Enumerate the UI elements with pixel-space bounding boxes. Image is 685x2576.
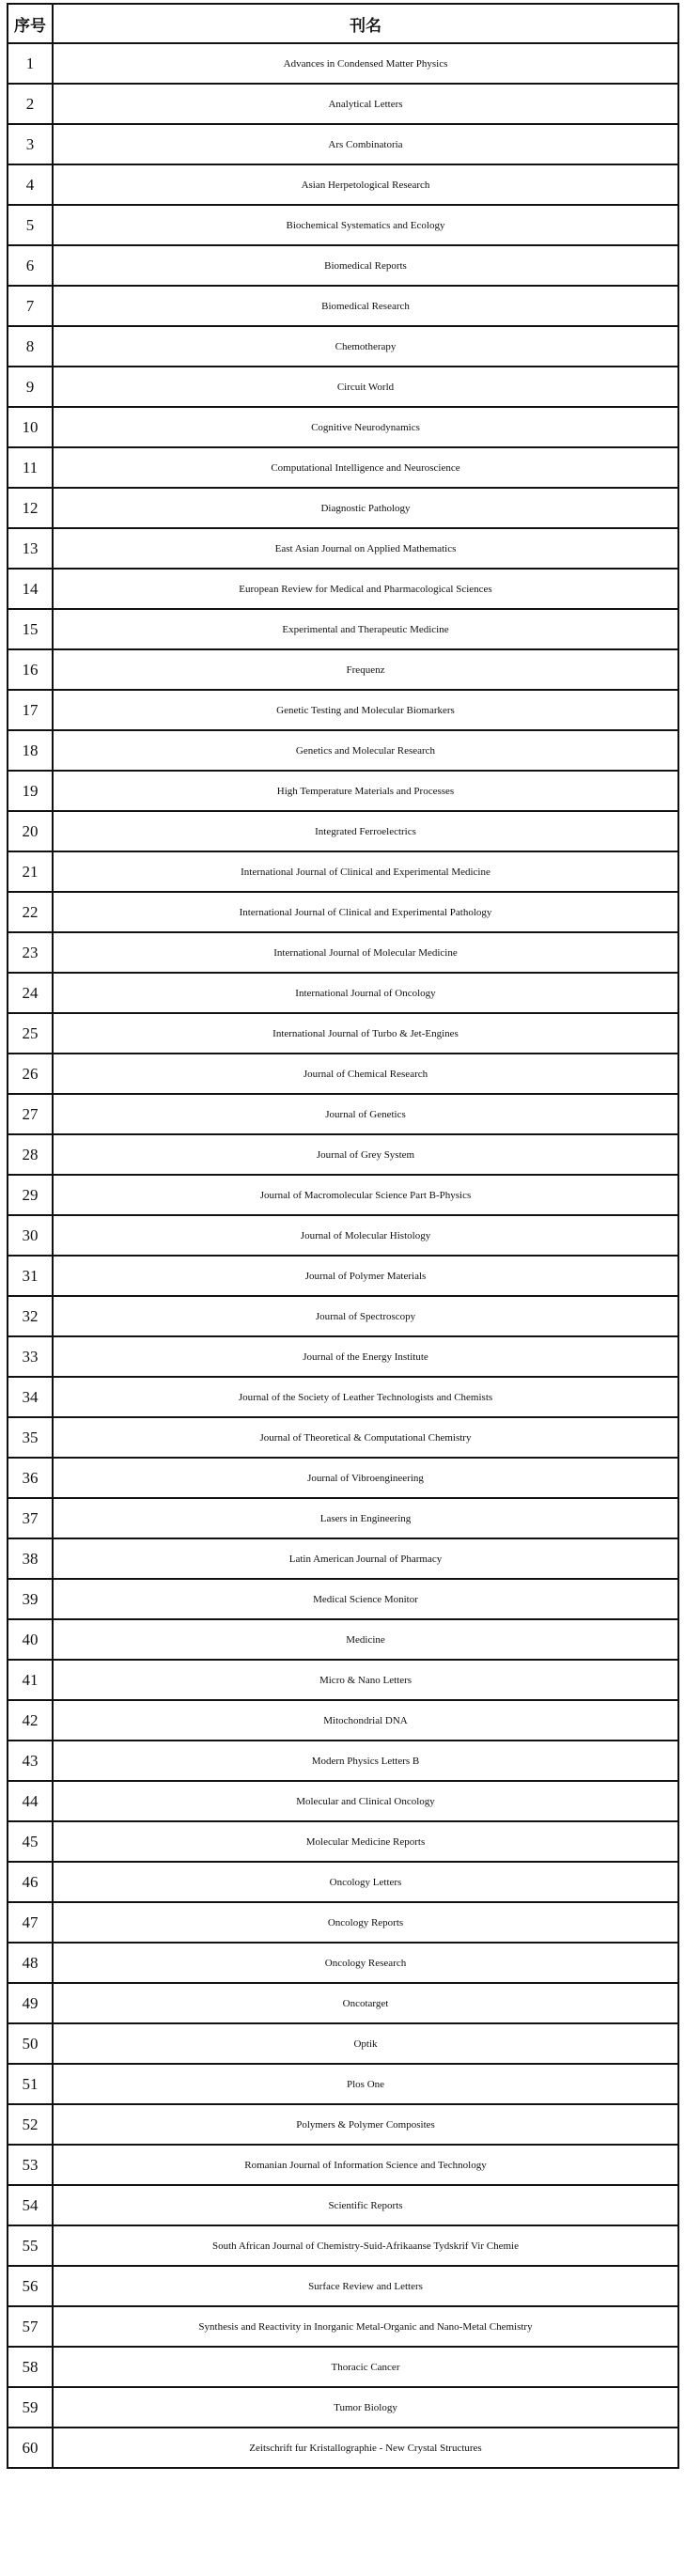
row-index: 26 [8, 1054, 53, 1094]
table-row [8, 2104, 678, 2145]
row-index: 42 [8, 1700, 53, 1741]
journal-list-sheet [7, 3, 677, 2469]
journal-name: Optik [53, 2023, 678, 2064]
table-row [8, 1538, 678, 1579]
table-row [8, 690, 678, 730]
table-row [8, 2387, 678, 2428]
row-index: 45 [8, 1821, 53, 1862]
row-index: 2 [8, 84, 53, 124]
journal-name: East Asian Journal on Applied Mathematics [53, 528, 678, 569]
table-row [8, 1013, 678, 1054]
row-index: 39 [8, 1579, 53, 1619]
row-index: 5 [8, 205, 53, 245]
journal-name: Biomedical Research [53, 286, 678, 326]
journal-name: Tumor Biology [53, 2387, 678, 2428]
journal-name: International Journal of Clinical and Experimental Pathology [53, 892, 678, 932]
table-row [8, 1781, 678, 1821]
row-index: 30 [8, 1215, 53, 1256]
journal-name: Journal of Molecular Histology [53, 1215, 678, 1256]
row-index: 18 [8, 730, 53, 771]
table-row [8, 649, 678, 690]
journal-name: Journal of Genetics [53, 1094, 678, 1134]
row-index: 48 [8, 1943, 53, 1983]
journal-name: Romanian Journal of Information Science and Technology [53, 2145, 678, 2185]
row-index: 33 [8, 1336, 53, 1377]
table-row [8, 1579, 678, 1619]
table-row [8, 1660, 678, 1700]
row-index: 44 [8, 1781, 53, 1821]
journal-name: International Journal of Oncology [53, 973, 678, 1013]
table-row [8, 1619, 678, 1660]
table-row [8, 2347, 678, 2387]
table-row [8, 1741, 678, 1781]
row-index: 14 [8, 569, 53, 609]
table-row [8, 1417, 678, 1458]
table-row [8, 326, 678, 367]
row-index: 4 [8, 164, 53, 205]
table-row [8, 1498, 678, 1538]
journal-name: Journal of Polymer Materials [53, 1256, 678, 1296]
table-row [8, 124, 678, 164]
journal-name: Molecular Medicine Reports [53, 1821, 678, 1862]
row-index: 35 [8, 1417, 53, 1458]
journal-name: Molecular and Clinical Oncology [53, 1781, 678, 1821]
row-index: 43 [8, 1741, 53, 1781]
journal-name: Modern Physics Letters B [53, 1741, 678, 1781]
journal-name: Integrated Ferroelectrics [53, 811, 678, 851]
journal-name: Oncology Reports [53, 1902, 678, 1943]
row-index: 23 [8, 932, 53, 973]
table-row [8, 1943, 678, 1983]
row-index: 7 [8, 286, 53, 326]
row-index: 25 [8, 1013, 53, 1054]
table-row [8, 569, 678, 609]
journal-name: European Review for Medical and Pharmacological Sciences [53, 569, 678, 609]
journal-name: Journal of Chemical Research [53, 1054, 678, 1094]
journal-name: Experimental and Therapeutic Medicine [53, 609, 678, 649]
journal-name: Genetics and Molecular Research [53, 730, 678, 771]
table-row [8, 407, 678, 447]
table-body [8, 43, 678, 2468]
row-index: 11 [8, 447, 53, 488]
row-index: 8 [8, 326, 53, 367]
row-index: 60 [8, 2428, 53, 2468]
row-index: 55 [8, 2225, 53, 2266]
table-row [8, 1902, 678, 1943]
table-row [8, 286, 678, 326]
row-index: 15 [8, 609, 53, 649]
table-row [8, 2064, 678, 2104]
row-index: 54 [8, 2185, 53, 2225]
journal-table [7, 3, 679, 2469]
table-row [8, 771, 678, 811]
table-row [8, 245, 678, 286]
journal-name: Frequenz [53, 649, 678, 690]
journal-name: Journal of the Society of Leather Technologists and Chemists [53, 1377, 678, 1417]
table-row [8, 892, 678, 932]
journal-name: Oncotarget [53, 1983, 678, 2023]
journal-name: Journal of Macromolecular Science Part B-Physics [53, 1175, 678, 1215]
journal-name: Advances in Condensed Matter Physics [53, 43, 678, 84]
row-index: 37 [8, 1498, 53, 1538]
journal-name: Ars Combinatoria [53, 124, 678, 164]
row-index: 1 [8, 43, 53, 84]
journal-name: International Journal of Clinical and Experimental Medicine [53, 851, 678, 892]
row-index: 29 [8, 1175, 53, 1215]
row-index: 34 [8, 1377, 53, 1417]
row-index: 51 [8, 2064, 53, 2104]
journal-name: South African Journal of Chemistry-Suid-Afrikaanse Tydskrif Vir Chemie [53, 2225, 678, 2266]
table-row [8, 1862, 678, 1902]
table-row [8, 2185, 678, 2225]
journal-name: Diagnostic Pathology [53, 488, 678, 528]
table-row [8, 2306, 678, 2347]
table-row [8, 2023, 678, 2064]
table-row [8, 1296, 678, 1336]
row-index: 16 [8, 649, 53, 690]
table-row [8, 447, 678, 488]
journal-name: Plos One [53, 2064, 678, 2104]
journal-name: Journal of the Energy Institute [53, 1336, 678, 1377]
row-index: 17 [8, 690, 53, 730]
journal-name: Zeitschrift fur Kristallographie - New Crystal Structures [53, 2428, 678, 2468]
journal-name: Journal of Grey System [53, 1134, 678, 1175]
table-row [8, 1215, 678, 1256]
table-row [8, 2428, 678, 2468]
journal-name: Medicine [53, 1619, 678, 1660]
table-row [8, 488, 678, 528]
row-index: 32 [8, 1296, 53, 1336]
table-row [8, 84, 678, 124]
table-row [8, 205, 678, 245]
table-row [8, 851, 678, 892]
table-row [8, 609, 678, 649]
table-row [8, 1256, 678, 1296]
row-index: 19 [8, 771, 53, 811]
journal-name: Mitochondrial DNA [53, 1700, 678, 1741]
table-row [8, 932, 678, 973]
row-index: 12 [8, 488, 53, 528]
journal-name: Asian Herpetological Research [53, 164, 678, 205]
journal-name: Synthesis and Reactivity in Inorganic Metal-Organic and Nano-Metal Chemistry [53, 2306, 678, 2347]
table-row [8, 811, 678, 851]
row-index: 52 [8, 2104, 53, 2145]
row-index: 57 [8, 2306, 53, 2347]
table-row [8, 1094, 678, 1134]
row-index: 58 [8, 2347, 53, 2387]
journal-name: Oncology Research [53, 1943, 678, 1983]
row-index: 27 [8, 1094, 53, 1134]
journal-name: Journal of Theoretical & Computational Chemistry [53, 1417, 678, 1458]
journal-name: Cognitive Neurodynamics [53, 407, 678, 447]
journal-name: Biochemical Systematics and Ecology [53, 205, 678, 245]
journal-name: Lasers in Engineering [53, 1498, 678, 1538]
row-index: 47 [8, 1902, 53, 1943]
row-index: 49 [8, 1983, 53, 2023]
table-row [8, 43, 678, 84]
row-index: 6 [8, 245, 53, 286]
journal-name: High Temperature Materials and Processes [53, 771, 678, 811]
row-index: 38 [8, 1538, 53, 1579]
row-index: 9 [8, 367, 53, 407]
journal-name: Journal of Vibroengineering [53, 1458, 678, 1498]
row-index: 56 [8, 2266, 53, 2306]
table-row [8, 2266, 678, 2306]
row-index: 20 [8, 811, 53, 851]
table-row [8, 1377, 678, 1417]
header-journal: 刊名 [53, 4, 678, 43]
table-row [8, 1821, 678, 1862]
journal-name: Genetic Testing and Molecular Biomarkers [53, 690, 678, 730]
table-row [8, 528, 678, 569]
table-row [8, 2225, 678, 2266]
row-index: 10 [8, 407, 53, 447]
row-index: 22 [8, 892, 53, 932]
journal-name: Circuit World [53, 367, 678, 407]
table-row [8, 367, 678, 407]
row-index: 40 [8, 1619, 53, 1660]
table-row [8, 164, 678, 205]
journal-name: Biomedical Reports [53, 245, 678, 286]
row-index: 24 [8, 973, 53, 1013]
header-index: 序号 [8, 4, 53, 43]
table-row [8, 1054, 678, 1094]
journal-name: Analytical Letters [53, 84, 678, 124]
journal-name: International Journal of Molecular Medicine [53, 932, 678, 973]
journal-name: Journal of Spectroscopy [53, 1296, 678, 1336]
journal-name: Micro & Nano Letters [53, 1660, 678, 1700]
row-index: 13 [8, 528, 53, 569]
row-index: 36 [8, 1458, 53, 1498]
row-index: 28 [8, 1134, 53, 1175]
journal-name: International Journal of Turbo & Jet-Engines [53, 1013, 678, 1054]
journal-name: Latin American Journal of Pharmacy [53, 1538, 678, 1579]
journal-name: Surface Review and Letters [53, 2266, 678, 2306]
journal-name: Chemotherapy [53, 326, 678, 367]
row-index: 46 [8, 1862, 53, 1902]
header-row [8, 4, 678, 43]
table-row [8, 1175, 678, 1215]
table-row [8, 2145, 678, 2185]
row-index: 41 [8, 1660, 53, 1700]
journal-name: Thoracic Cancer [53, 2347, 678, 2387]
table-row [8, 973, 678, 1013]
journal-name: Medical Science Monitor [53, 1579, 678, 1619]
journal-name: Oncology Letters [53, 1862, 678, 1902]
table-row [8, 730, 678, 771]
row-index: 59 [8, 2387, 53, 2428]
journal-name: Polymers & Polymer Composites [53, 2104, 678, 2145]
row-index: 31 [8, 1256, 53, 1296]
row-index: 53 [8, 2145, 53, 2185]
row-index: 3 [8, 124, 53, 164]
table-row [8, 1700, 678, 1741]
table-row [8, 1458, 678, 1498]
table-row [8, 1336, 678, 1377]
table-row [8, 1134, 678, 1175]
row-index: 21 [8, 851, 53, 892]
journal-name: Scientific Reports [53, 2185, 678, 2225]
journal-name: Computational Intelligence and Neuroscience [53, 447, 678, 488]
table-row [8, 1983, 678, 2023]
row-index: 50 [8, 2023, 53, 2064]
